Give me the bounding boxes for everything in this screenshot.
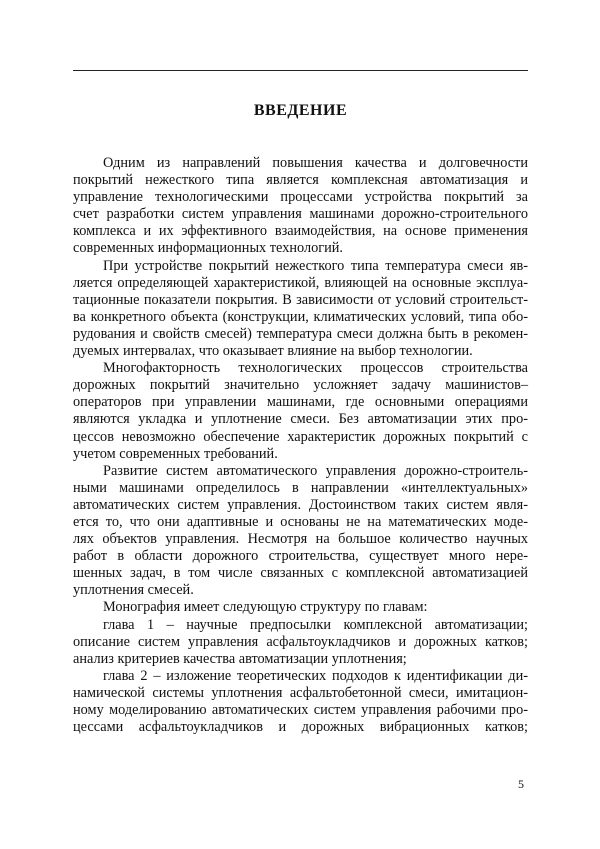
text-line: При устройстве покрытий нежесткого типа температура смеси яв- [103, 257, 528, 274]
text-line: покрытий нежесткого типа является комплексная автоматизация и [73, 172, 528, 189]
text-line: работ в области дорожного строительства, существует много нере- [73, 548, 528, 565]
text-line: ва конкретного объекта (конструкции, климатических условий, типа обо- [73, 308, 528, 325]
text-line: счет разработки систем управления машинами дорожно-строительного [73, 206, 528, 223]
text-line: ными машинами определилось в направлении «интеллектуальных» [73, 479, 528, 496]
text-line: лях объектов управления. Несмотря на большое количество научных [73, 531, 528, 548]
paragraph [73, 360, 528, 463]
text-line: намической системы уплотнения асфальтобетонной смеси, имитацион- [73, 684, 528, 701]
text-line: Развитие систем автоматического управления дорожно-строитель- [103, 462, 528, 479]
text-line: глава 1 – научные предпосылки комплексной автоматизации; [103, 616, 528, 633]
text-line: управление технологическими процессами устройства покрытий за [73, 189, 528, 206]
body-text [73, 155, 528, 736]
text-line: глава 2 – изложение теоретических подходов к идентификации ди- [103, 667, 528, 684]
text-line: ляется определяющей характеристикой, влияющей на основные эксплуа- [73, 274, 528, 291]
paragraph [73, 258, 528, 361]
text-line: ному моделированию автоматических систем управления рабочими про- [73, 702, 528, 718]
text-line: дуемых интервалах, что оказывает влияние на выбор технологии. [73, 343, 473, 360]
text-line: Многофакторность технологических процессов строительства [103, 360, 528, 377]
page-number: 5 [518, 777, 524, 791]
text-line: являются укладка и уплотнение смеси. Без автоматизации этих про- [73, 411, 528, 428]
text-line: автоматических систем управления. Достоинством таких систем явля- [73, 496, 528, 513]
text-line: цессов невозможно обеспечение характеристик дорожных покрытий с [73, 428, 528, 445]
text-line: комплекса и их эффективного взаимодействия, на основе применения [73, 223, 528, 240]
paragraph [73, 155, 528, 258]
paragraph [73, 668, 528, 736]
text-line: современных информационных технологий. [73, 240, 343, 257]
text-line: дорожных покрытий значительно усложняет задачу машинистов– [73, 377, 528, 394]
paragraph [73, 617, 528, 668]
text-line: анализ критериев качества автоматизации уплотнения; [73, 650, 407, 667]
text-line: уплотнения смесей. [73, 582, 194, 599]
text-line: описание систем управления асфальтоукладчиков и дорожных катков; [73, 633, 528, 650]
text-line: тационные показатели покрытия. В зависимости от условий строительст- [73, 291, 528, 308]
header-rule [73, 70, 528, 71]
text-line: Монография имеет следующую структуру по главам: [103, 599, 428, 616]
text-line: цессами асфальтоукладчиков и дорожных вибрационных катков; [73, 719, 528, 736]
text-line: шенных задач, в том числе связанных с комплексной автоматизацией [73, 565, 528, 582]
page-title: ВВЕДЕНИЕ [253, 102, 348, 119]
text-line: операторов при управлении машинами, где основными операциями [73, 394, 528, 411]
text-line: учетом современных требований. [73, 445, 278, 462]
text-line: ется то, что они адаптивные и основаны не на математических моде- [73, 513, 528, 530]
paragraph [73, 463, 528, 600]
text-line: рудования и свойств смесей) температура смеси должна быть в рекомен- [73, 325, 528, 342]
text-line: Одним из направлений повышения качества и долговечности [103, 155, 528, 171]
paragraph [73, 599, 528, 616]
